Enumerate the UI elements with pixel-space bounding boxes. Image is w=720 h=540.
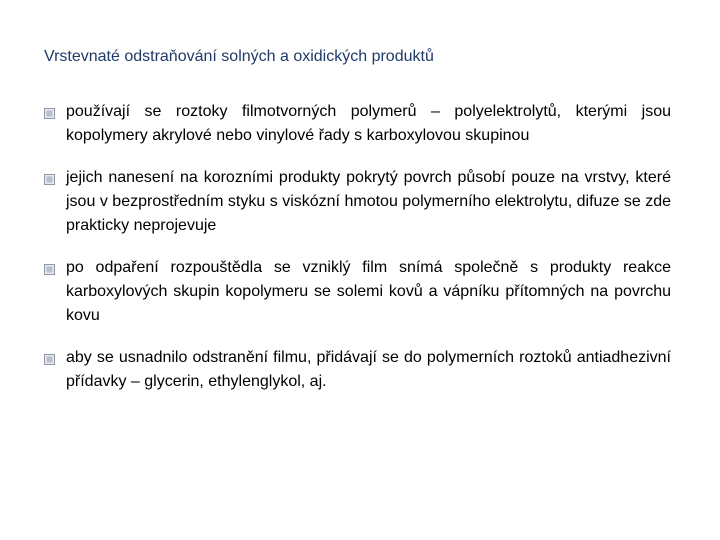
bullet-text: používají se roztoky filmotvorných polymerů – polyelektrolytů, kterými jsou kopolymery akrylové nebo vinylové řady s karboxylovou skupinou — [66, 103, 671, 144]
bullet-item — [44, 346, 671, 394]
square-bullet-icon — [44, 264, 55, 275]
bullet-item — [44, 100, 671, 148]
bullet-text: jejich nanesení na korozními produkty pokrytý povrch působí pouze na vrstvy, které jsou v bezprostředním styku s viskózní hmotou polymerního elektrolytu, difuze se zde prakticky neprojevuje — [66, 169, 671, 234]
square-bullet-icon — [44, 108, 55, 119]
bullet-list — [44, 100, 671, 412]
square-bullet-icon — [44, 354, 55, 365]
bullet-item — [44, 166, 671, 238]
bullet-text: aby se usnadnilo odstranění filmu, přidávají se do polymerních roztoků antiadhezivní přídavky – glycerin, ethylenglykol, aj. — [66, 349, 671, 390]
bullet-text: po odpaření rozpouštědla se vzniklý film snímá společně s produkty reakce karboxylových skupin kopolymeru se solemi kovů a vápníku přítomných na povrchu kovu — [66, 259, 671, 324]
square-bullet-icon — [44, 174, 55, 185]
bullet-item — [44, 256, 671, 328]
slide-title: Vrstevnaté odstraňování solných a oxidických produktů — [44, 48, 434, 65]
